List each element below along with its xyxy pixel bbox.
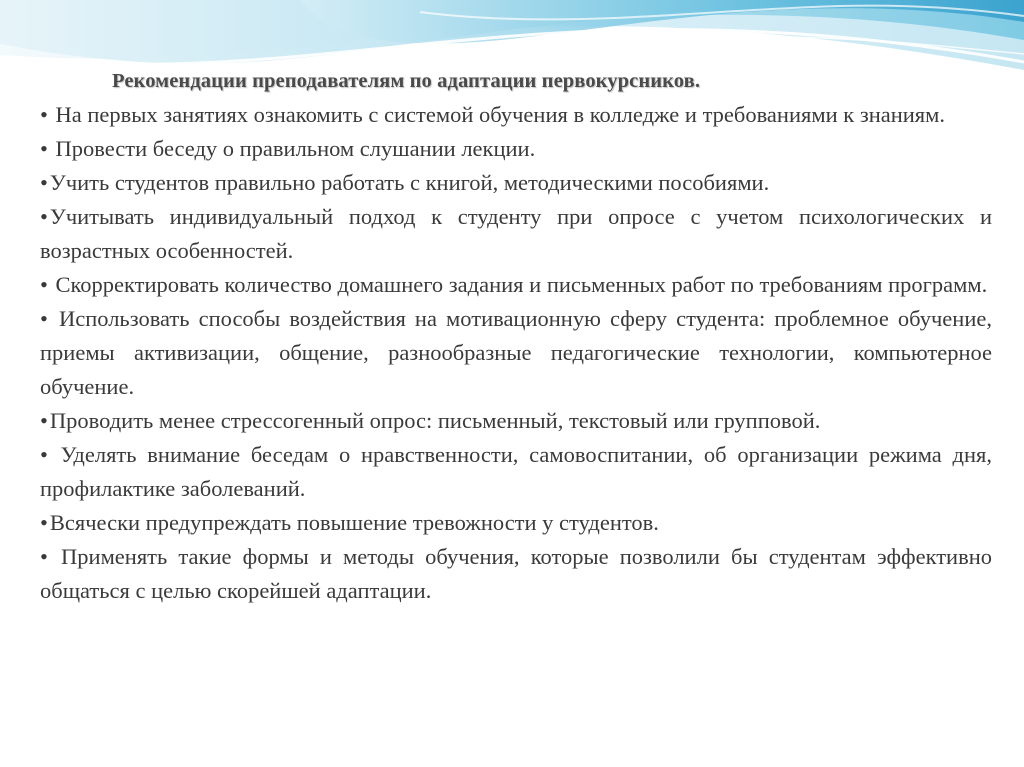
list-item xyxy=(40,166,992,200)
list-item-text: Всячески предупреждать повышение тревожности у студентов. xyxy=(49,510,659,535)
bullet: • xyxy=(40,510,48,535)
bullet: • xyxy=(40,442,59,467)
list-item xyxy=(40,132,992,166)
list-item-text: Проводить менее стрессогенный опрос: письменный, текстовый или групповой. xyxy=(49,408,821,433)
bullet: • xyxy=(40,408,48,433)
bullet: • xyxy=(40,544,60,569)
bullet: • xyxy=(40,102,54,127)
slide-content xyxy=(40,66,992,608)
list-item xyxy=(40,98,992,132)
list-item-text: Уделять внимание беседам о нравственности, самовоспитании, об организации режима дня, профилактике заболеваний. xyxy=(40,442,992,501)
list-item xyxy=(40,404,992,438)
list-item-text: На первых занятиях ознакомить с системой обучения в колледже и требованиями к знаниям. xyxy=(55,102,946,127)
list-item xyxy=(40,506,992,540)
list-item-text: Провести беседу о правильном слушании лекции. xyxy=(55,136,536,161)
list-item xyxy=(40,540,992,608)
bullet: • xyxy=(40,136,54,161)
bullet: • xyxy=(40,170,48,195)
bullet: • xyxy=(40,272,54,297)
list-item-text: Скорректировать количество домашнего задания и письменных работ по требованиям программ. xyxy=(55,272,988,297)
list-item xyxy=(40,302,992,404)
recommendations-list xyxy=(40,98,992,608)
list-item xyxy=(40,438,992,506)
bullet: • xyxy=(40,204,48,229)
slide-title: Рекомендации преподавателям по адаптации первокурсников. xyxy=(112,70,701,92)
list-item-text: Учитывать индивидуальный подход к студенту при опросе с учетом психологических и возрастных особенностей. xyxy=(40,204,992,263)
list-item xyxy=(40,268,992,302)
list-item-text: Использовать способы воздействия на мотивационную сферу студента: проблемное обучение, приемы активизации, общение, разнообразные педагогические технологии, компьютерное обучение. xyxy=(40,306,992,399)
list-item-text: Применять такие формы и методы обучения, которые позволили бы студентам эффективно общаться с целью скорейшей адаптации. xyxy=(40,544,992,603)
list-item xyxy=(40,200,992,268)
bullet: • xyxy=(40,306,57,331)
list-item-text: Учить студентов правильно работать с книгой, методическими пособиями. xyxy=(49,170,770,195)
